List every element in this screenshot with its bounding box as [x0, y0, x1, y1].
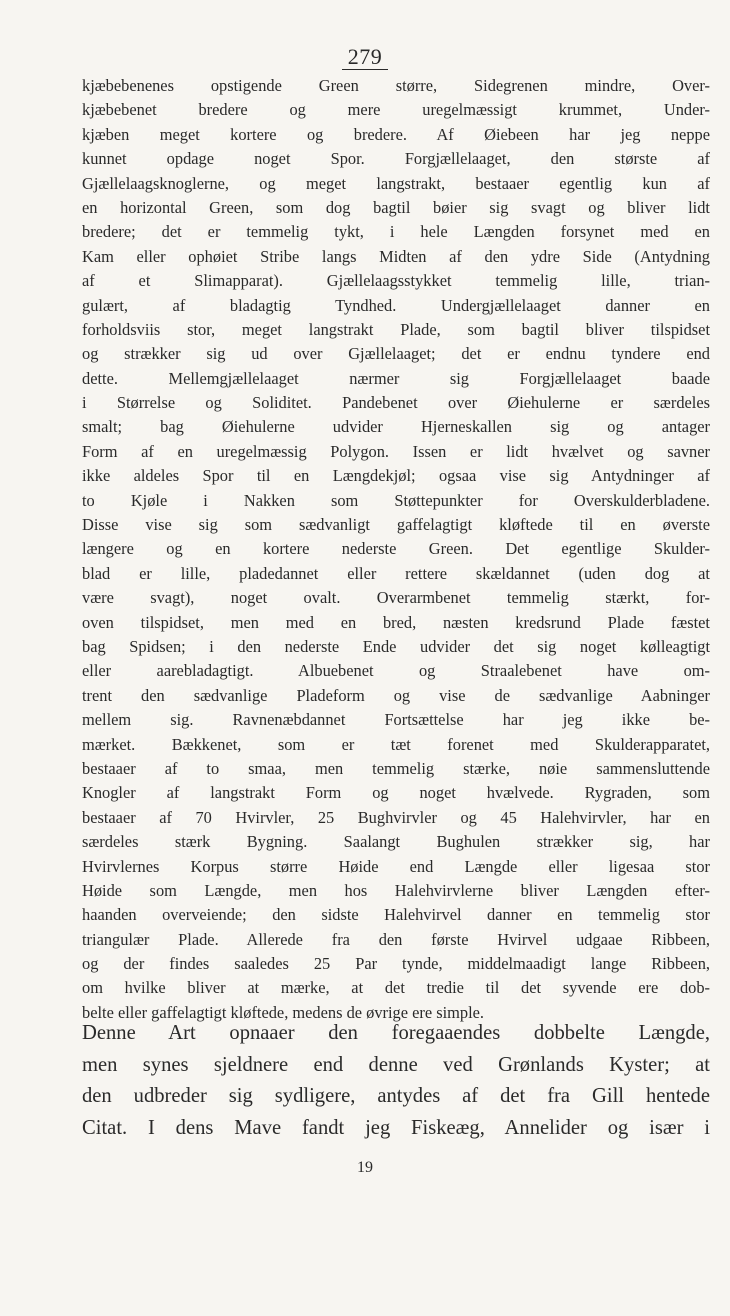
text-line: belte eller gaffelagtigt kløftede, medens de øvrige ere simple. [82, 1002, 485, 1022]
text-line: kjæbebenenes opstigende Green større, Sidegrenen mindre, Over- [82, 76, 710, 95]
text-line: Denne Art opnaaer den foregaaendes dobbelte Længde, [82, 1022, 710, 1044]
text-line: særdeles stærk Bygning. Saalangt Bughulen strækker sig, har [82, 832, 710, 852]
text-line: om hvilke bliver at mærke, at det tredie til det syvende ere dob- [82, 978, 710, 998]
text-line: men synes sjeldnere end denne ved Grønlands Kyster; at [82, 1053, 710, 1076]
text-line: smalt; bag Øiehulerne udvider Hjerneskallen sig og antager [82, 417, 710, 437]
text-line: af et Slimapparat). Gjællelaagsstykket temmelig lille, trian- [82, 271, 710, 291]
text-line: haanden overveiende; den sidste Halehvirvel danner en temmelig stor [82, 905, 710, 925]
text-line: længere og en kortere nederste Green. Det egentlige Skulder- [82, 539, 710, 559]
text-line: en horizontal Green, som dog bagtil bøier sig svagt og bliver lidt [82, 197, 710, 217]
signature-mark: 19 [357, 1159, 373, 1176]
page-number [0, 44, 730, 70]
body-paragraph [82, 74, 710, 1025]
text-line: bredere; det er temmelig tykt, i hele Længden forsynet med en [82, 222, 710, 242]
text-line: Disse vise sig som sædvanligt gaffelagtigt kløftede til en øverste [82, 515, 710, 535]
text-line: Citat. I dens Mave fandt jeg Fiskeæg, Annelider og især i [82, 1116, 710, 1139]
text-line: dette. Mellemgjællelaaget nærmer sig Forgjællelaaget baade [82, 368, 710, 388]
text-line: to Kjøle i Nakken som Støttepunkter for Overskulderbladene. [82, 490, 710, 510]
text-line: mellem sig. Ravnenæbdannet Fortsættelse har jeg ikke be- [82, 710, 710, 730]
text-line: ikke aldeles Spor til en Længdekjøl; ogsaa vise sig Antydninger af [82, 466, 710, 486]
text-line: og strækker sig ud over Gjællelaaget; det er endnu tyndere end [82, 344, 710, 364]
text-line: Form af en uregelmæssig Polygon. Issen er lidt hvælvet og savner [82, 441, 710, 461]
text-line: den udbreder sig sydligere, antydes af det fra Gill hentede [82, 1085, 710, 1107]
text-line: Knogler af langstrakt Form og noget hvælvede. Rygraden, som [82, 783, 710, 803]
large-paragraph [82, 1018, 710, 1144]
text-line: Kam eller ophøiet Stribe langs Midten af den ydre Side (Antydning [82, 246, 710, 266]
text-line: gulært, af bladagtig Tyndhed. Undergjællelaaget danner en [82, 295, 710, 315]
text-line: eller aarebladagtigt. Albuebenet og Straalebenet have om- [82, 661, 710, 681]
text-line: bestaaer af to smaa, men temmelig stærke, nøie sammensluttende [82, 758, 710, 778]
text-line: Gjællelaagsknoglerne, og meget langstrakt, bestaaer egentlig kun af [82, 173, 710, 193]
text-line: og der findes saaledes 25 Par tynde, middelmaadigt lange Ribbeen, [82, 954, 710, 974]
text-line: Hvirvlernes Korpus større Høide end Længde eller ligesaa stor [82, 856, 710, 876]
text-line: i Størrelse og Soliditet. Pandebenet over Øiehulerne er særdeles [82, 393, 710, 413]
text-line: trent den sædvanlige Pladeform og vise de sædvanlige Aabninger [82, 685, 710, 705]
page-number-value: 279 [342, 44, 389, 70]
text-line: bag Spidsen; i den nederste Ende udvider det sig noget kølleagtigt [82, 636, 710, 656]
text-line: triangulær Plade. Allerede fra den første Hvirvel udgaae Ribbeen, [82, 929, 710, 949]
text-line: kunnet opdage noget Spor. Forgjællelaaget, den største af [82, 149, 710, 169]
text-line: Høide som Længde, men hos Halehvirvlerne bliver Længden efter- [82, 880, 710, 900]
text-line: bestaaer af 70 Hvirvler, 25 Bughvirvler og 45 Halehvirvler, har en [82, 807, 710, 827]
text-line: mærket. Bækkenet, som er tæt forenet med Skulderapparatet, [82, 734, 710, 754]
text-line: være svagt), noget ovalt. Overarmbenet temmelig stærkt, for- [82, 588, 710, 608]
text-line: kjæben meget kortere og bredere. Af Øiebeen har jeg neppe [82, 124, 710, 144]
text-line: oven tilspidset, men med en bred, næsten kredsrund Plade fæstet [82, 612, 710, 632]
text-line: forholdsviis stor, meget langstrakt Plade, som bagtil bliver tilspidset [82, 319, 710, 339]
text-line: blad er lille, pladedannet eller rettere skældannet (uden dog at [82, 563, 710, 583]
text-line: kjæbebenet bredere og mere uregelmæssigt krummet, Under- [82, 100, 710, 120]
